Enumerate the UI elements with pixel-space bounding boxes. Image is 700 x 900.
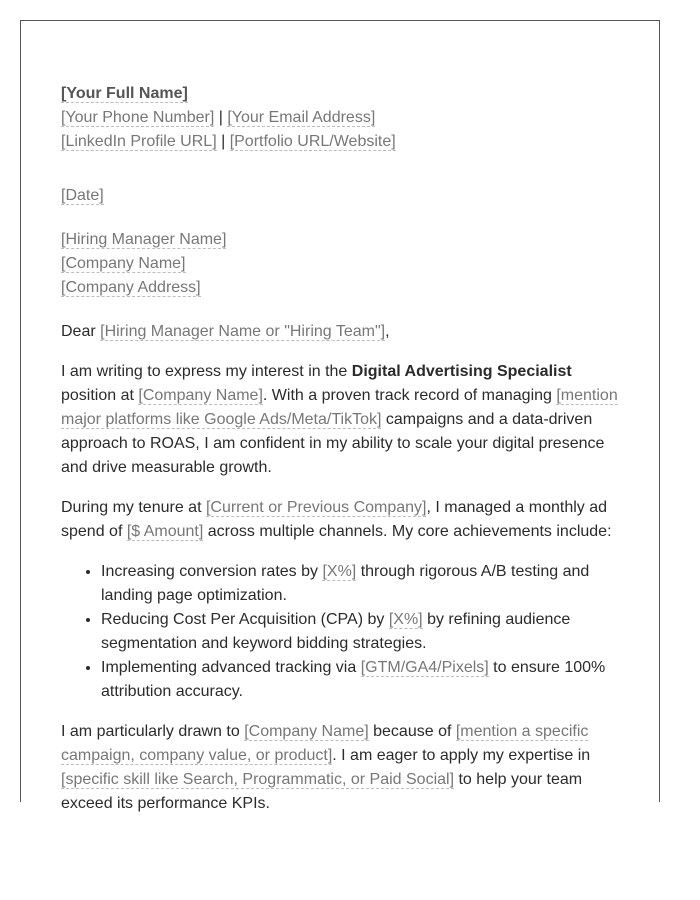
recipient-block <box>61 228 621 300</box>
letter-date[interactable]: [Date] <box>61 187 104 204</box>
sender-phone[interactable]: [Your Phone Number] <box>61 109 215 126</box>
salutation-name[interactable]: [Hiring Manager Name or "Hiring Team"] <box>100 323 386 340</box>
achievement-placeholder[interactable]: [X%] <box>322 563 357 580</box>
sender-block <box>61 82 621 154</box>
text: by refining audience segmentation and keyword bidding strategies. <box>101 611 571 652</box>
text: across multiple channels. My core achievements include: <box>203 523 612 540</box>
motivation-company[interactable]: [Company Name] <box>244 723 369 740</box>
salutation-suffix: , <box>385 323 390 340</box>
sender-email[interactable]: [Your Email Address] <box>227 109 376 126</box>
letter-page <box>20 20 660 812</box>
sender-linkedin[interactable]: [LinkedIn Profile URL] <box>61 133 217 150</box>
text: to ensure 100% attribution accuracy. <box>101 659 606 700</box>
text: . I am eager to apply my expertise in <box>332 747 591 764</box>
motivation-reason[interactable]: [mention a specific campaign, company value, or product] <box>61 723 589 764</box>
text: , I managed a monthly ad spend of <box>61 499 608 540</box>
text: to help your team exceed its performance KPIs. <box>61 771 583 812</box>
salutation-prefix: Dear <box>61 323 101 340</box>
sender-portfolio[interactable]: [Portfolio URL/Website] <box>229 133 396 150</box>
list-item <box>101 608 621 656</box>
recipient-manager[interactable]: [Hiring Manager Name] <box>61 231 227 248</box>
intro-platforms[interactable]: [mention major platforms like Google Ads/Meta/TikTok] <box>61 387 618 428</box>
paragraph-intro <box>61 360 621 480</box>
experience-amount[interactable]: [$ Amount] <box>126 523 204 540</box>
text: because of <box>368 723 456 740</box>
achievement-placeholder[interactable]: [GTM/GA4/Pixels] <box>360 659 489 676</box>
text: Increasing conversion rates by <box>101 563 323 580</box>
achievements-list <box>61 560 621 704</box>
recipient-company[interactable]: [Company Name] <box>61 255 186 272</box>
text: . With a proven track record of managing <box>262 387 557 404</box>
experience-company[interactable]: [Current or Previous Company] <box>205 499 427 516</box>
text: campaigns and a data-driven approach to ROAS, I am confident in my ability to scale your digital presence and drive measurable growth. <box>61 411 605 476</box>
text: I am particularly drawn to <box>61 723 245 740</box>
text: position at <box>61 387 139 404</box>
achievement-placeholder[interactable]: [X%] <box>388 611 423 628</box>
list-item <box>101 560 621 608</box>
text: Implementing advanced tracking via <box>101 659 361 676</box>
role-title: Digital Advertising Specialist <box>351 363 572 380</box>
intro-company[interactable]: [Company Name] <box>138 387 263 404</box>
separator: | <box>216 133 230 150</box>
paragraph-motivation <box>61 720 621 816</box>
separator: | <box>214 109 228 126</box>
sender-full-name[interactable]: [Your Full Name] <box>61 85 188 102</box>
date-block <box>61 184 621 208</box>
text: I am writing to express my interest in the <box>61 363 352 380</box>
recipient-address[interactable]: [Company Address] <box>61 279 201 296</box>
salutation <box>61 320 621 344</box>
motivation-skill[interactable]: [specific skill like Search, Programmatic, or Paid Social] <box>61 771 455 788</box>
text: through rigorous A/B testing and landing page optimization. <box>101 563 590 604</box>
text: Reducing Cost Per Acquisition (CPA) by <box>101 611 389 628</box>
list-item <box>101 656 621 704</box>
paragraph-experience <box>61 496 621 544</box>
text: During my tenure at <box>61 499 206 516</box>
letter-content <box>61 82 621 816</box>
